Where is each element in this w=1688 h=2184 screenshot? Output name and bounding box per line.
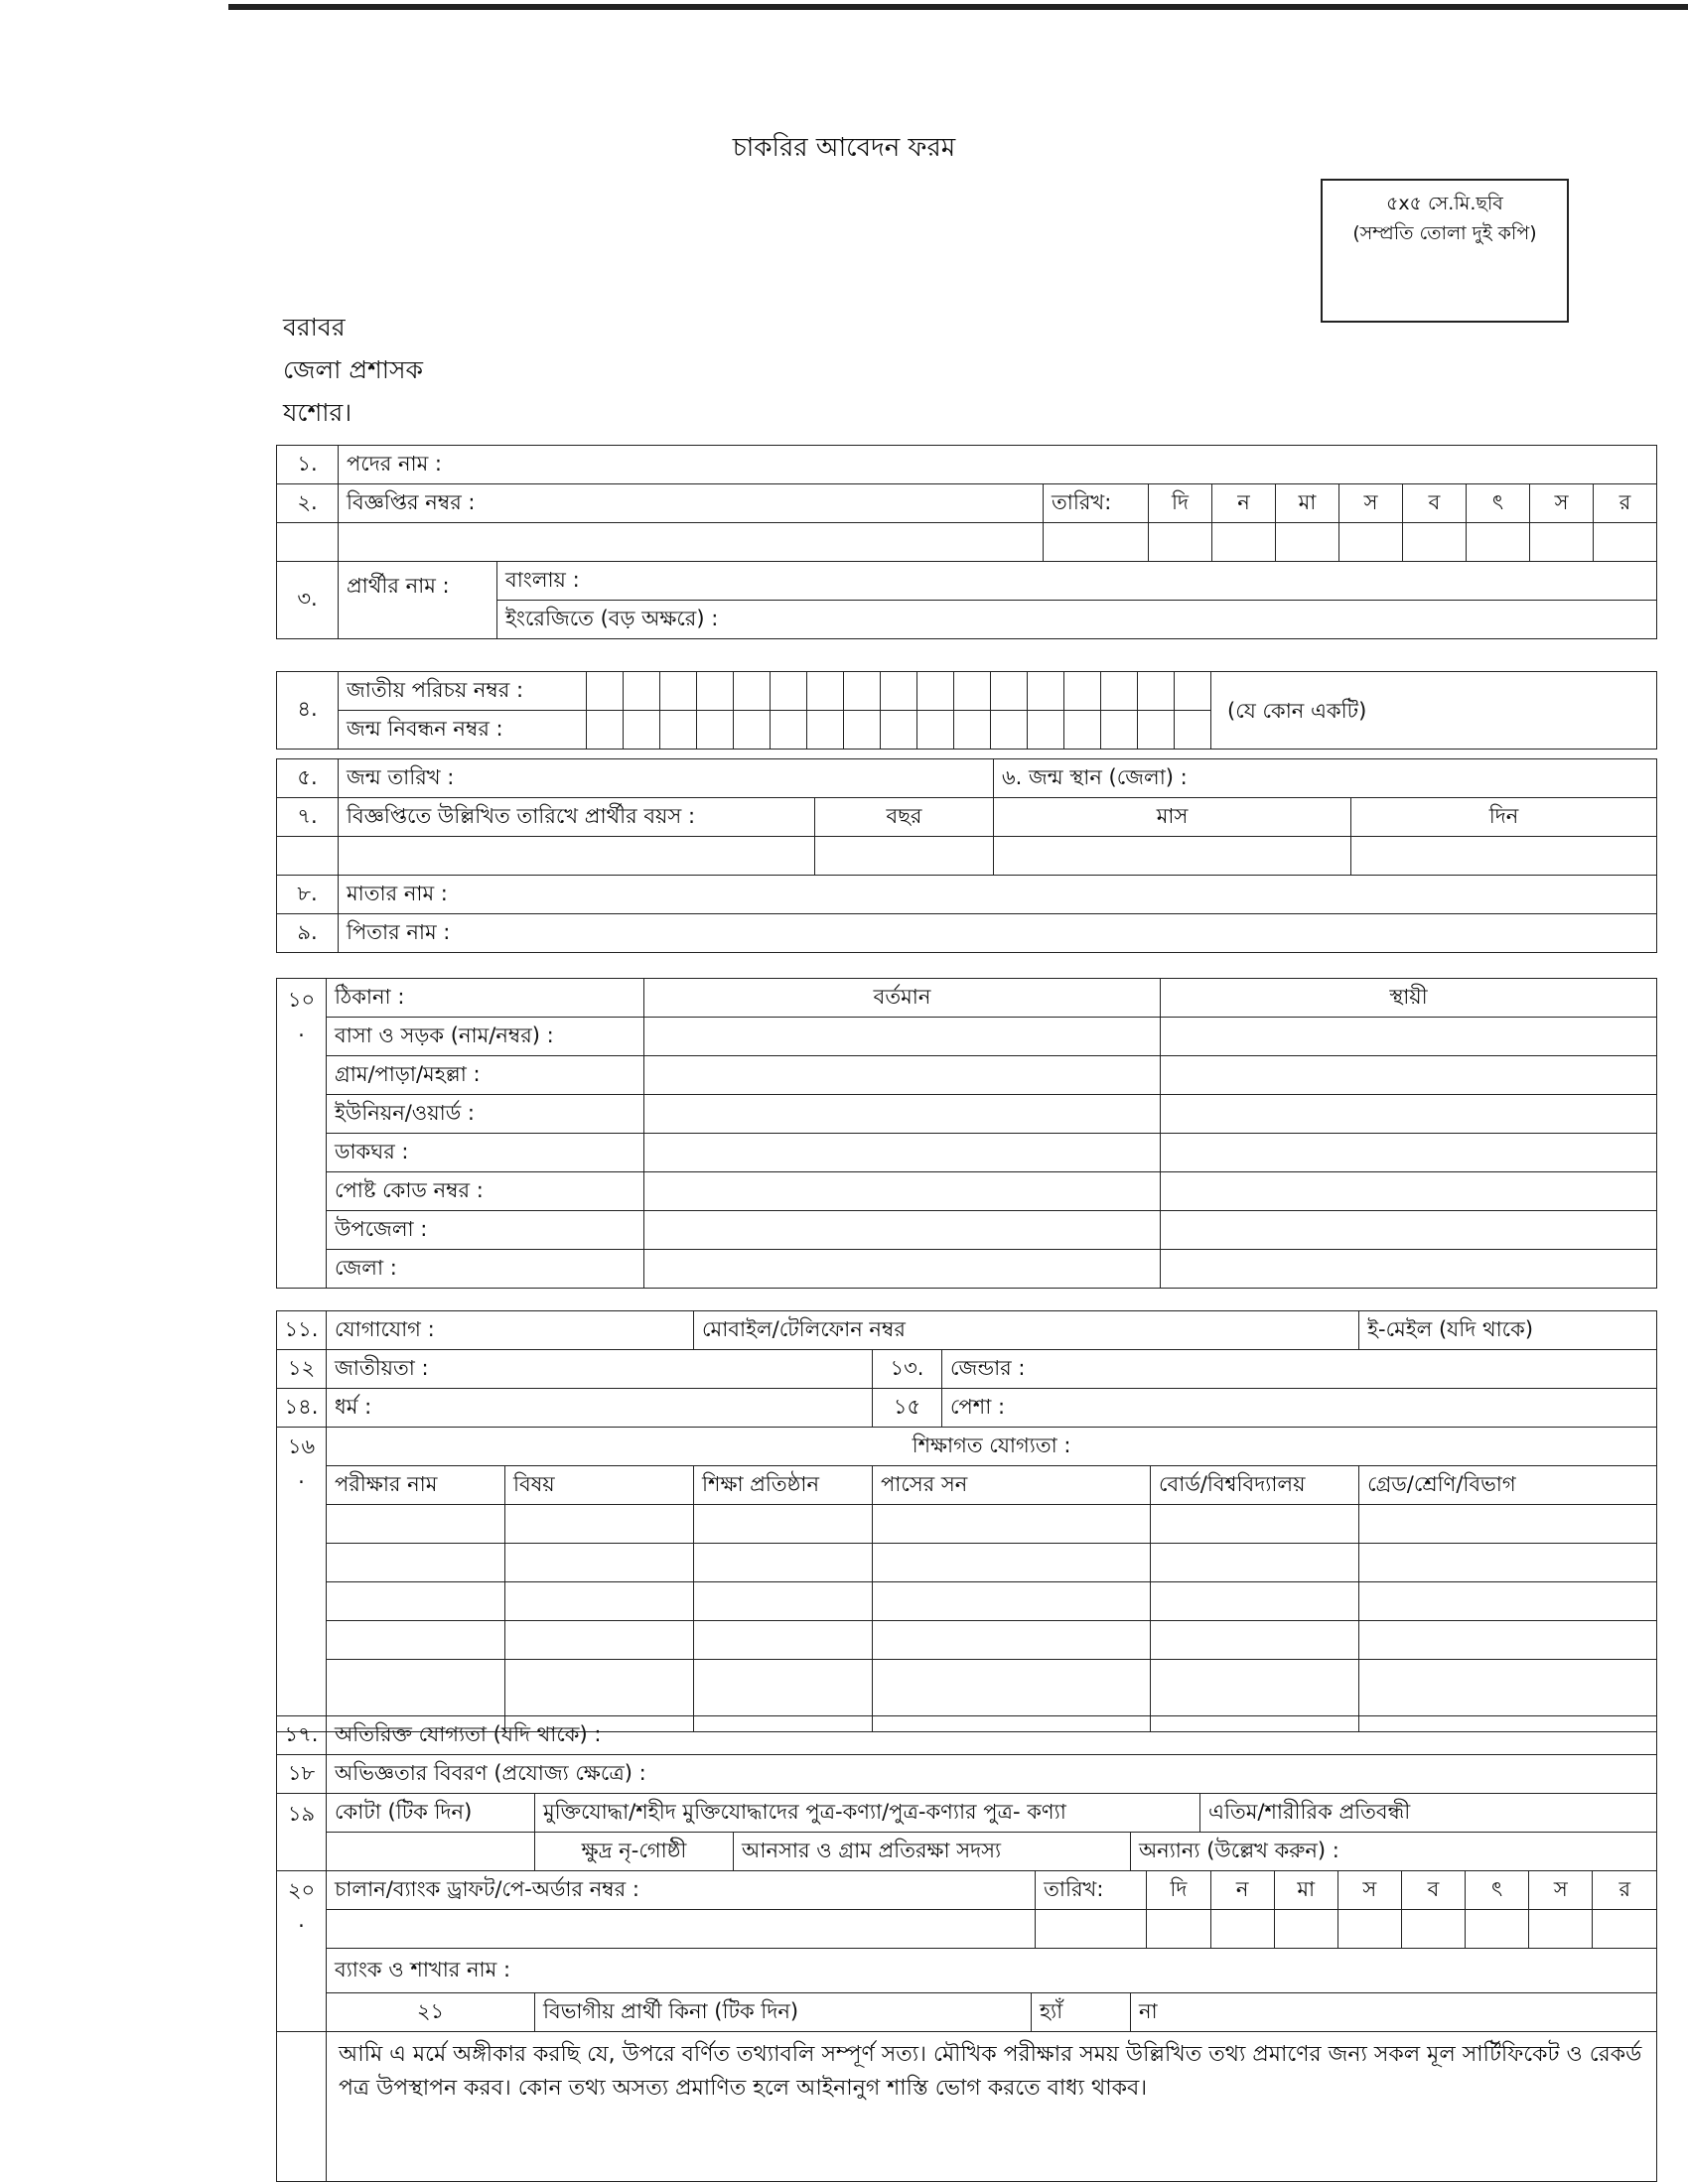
id-digit-box[interactable] xyxy=(771,711,807,750)
date-input-box[interactable] xyxy=(1149,523,1212,562)
present-address-header: বর্তমান xyxy=(644,979,1161,1018)
nid-label: জাতীয় পরিচয় নম্বর : xyxy=(339,672,587,711)
edu-cell[interactable] xyxy=(1151,1621,1359,1660)
address-row-label: বাসা ও সড়ক (নাম/নম্বর) : xyxy=(327,1018,644,1056)
id-digit-box[interactable] xyxy=(844,672,881,711)
addressee-line-1: বরাবর xyxy=(283,313,346,341)
payment-date-blank xyxy=(1036,1910,1147,1949)
edu-cell[interactable] xyxy=(694,1544,873,1582)
permanent-postoffice-field[interactable] xyxy=(1161,1134,1657,1172)
age-year-field[interactable] xyxy=(815,837,994,876)
age-day-label: দিন xyxy=(1351,798,1657,837)
row-number: ৫. xyxy=(277,759,339,798)
edu-header-exam: পরীক্ষার নাম xyxy=(327,1466,505,1505)
date-box-label: দি xyxy=(1149,484,1212,523)
row-number: ১৭. xyxy=(277,1716,327,1755)
id-digit-box[interactable] xyxy=(587,711,624,750)
id-digit-box[interactable] xyxy=(844,711,881,750)
date-input-box[interactable] xyxy=(1467,523,1530,562)
id-digit-box[interactable] xyxy=(771,672,807,711)
email-field[interactable] xyxy=(1359,1311,1657,1350)
date-input-box[interactable] xyxy=(1466,1910,1529,1949)
id-digit-box[interactable] xyxy=(1138,672,1175,711)
religion-label: ধর্ম : xyxy=(335,1394,372,1419)
circular-date-field xyxy=(1044,523,1149,562)
id-digit-box[interactable] xyxy=(1064,711,1101,750)
date-input-box[interactable] xyxy=(1276,523,1339,562)
post-name-label: পদের নাম : xyxy=(347,451,442,476)
date-box-label: র xyxy=(1594,484,1657,523)
photo-note: (সম্প্রতি তোলা দুই কপি) xyxy=(1352,222,1537,244)
date-box-label: দি xyxy=(1147,1871,1210,1910)
post-name-field[interactable] xyxy=(339,446,1657,484)
date-box-label: ব xyxy=(1403,484,1467,523)
id-digit-box[interactable] xyxy=(660,672,697,711)
permanent-postcode-field[interactable] xyxy=(1161,1172,1657,1211)
nationality-field[interactable] xyxy=(327,1350,873,1389)
edu-cell[interactable] xyxy=(694,1621,873,1660)
date-box-label: স xyxy=(1337,1871,1401,1910)
permanent-house-field[interactable] xyxy=(1161,1018,1657,1056)
mother-name-label: মাতার নাম : xyxy=(347,881,448,905)
id-digit-box[interactable] xyxy=(624,672,660,711)
name-bangla-label: বাংলায় : xyxy=(505,567,580,592)
id-digit-box[interactable] xyxy=(1028,672,1064,711)
name-english-field[interactable] xyxy=(497,601,1657,639)
age-day-field[interactable] xyxy=(1351,837,1657,876)
edu-header-board: বোর্ড/বিশ্ববিদ্যালয় xyxy=(1151,1466,1359,1505)
row-number xyxy=(277,979,327,1289)
date-input-box[interactable] xyxy=(1212,523,1276,562)
edu-header-institution: শিক্ষা প্রতিষ্ঠান xyxy=(694,1466,873,1505)
permanent-village-field[interactable] xyxy=(1161,1056,1657,1095)
address-row-label: জেলা : xyxy=(327,1250,644,1289)
edu-cell[interactable] xyxy=(873,1582,1151,1621)
row-number-text: ২০ xyxy=(287,1878,316,1902)
row-number: ১. xyxy=(277,446,339,484)
id-digit-box[interactable] xyxy=(881,672,917,711)
row-number: ১৩. xyxy=(873,1350,942,1389)
email-label: ই-মেইল (যদি থাকে) xyxy=(1367,1316,1534,1341)
permanent-address-header: স্থায়ী xyxy=(1161,979,1657,1018)
contact-label: যোগাযোগ : xyxy=(327,1311,694,1350)
id-digit-box[interactable] xyxy=(1064,672,1101,711)
quota-other-option[interactable]: অন্যান্য (উল্লেখ করুন) : xyxy=(1131,1833,1657,1871)
payment-number-label: চালান/ব্যাংক ড্রাফট/পে-অর্ডার নম্বর : xyxy=(327,1871,1036,1910)
permanent-union-field[interactable] xyxy=(1161,1095,1657,1134)
id-digit-box[interactable] xyxy=(1101,711,1138,750)
extra-qualification-field[interactable] xyxy=(327,1716,1657,1755)
edu-cell[interactable] xyxy=(505,1621,694,1660)
id-digit-box[interactable] xyxy=(954,672,991,711)
edu-header-year: পাসের সন xyxy=(873,1466,1151,1505)
row-number: ৪. xyxy=(277,672,339,750)
row-number: ১৮ xyxy=(277,1755,327,1794)
row-number-dot: . xyxy=(298,1908,305,1932)
row-number-dot: . xyxy=(298,1018,305,1041)
form-rows-1-3 xyxy=(276,445,1657,639)
edu-cell[interactable] xyxy=(873,1621,1151,1660)
edu-cell[interactable] xyxy=(505,1544,694,1582)
payment-inner-table xyxy=(327,1871,1656,1948)
form-title: চাকরির আবেদন ফরম xyxy=(732,133,956,163)
edu-cell[interactable] xyxy=(1359,1505,1657,1544)
row-number: ১৪. xyxy=(277,1389,327,1428)
address-row-label: ইউনিয়ন/ওয়ার্ড : xyxy=(327,1095,644,1134)
edu-cell[interactable] xyxy=(873,1505,1151,1544)
present-house-field[interactable] xyxy=(644,1018,1161,1056)
id-digit-box[interactable] xyxy=(587,672,624,711)
date-input-box[interactable] xyxy=(1594,523,1657,562)
address-label: ঠিকানা : xyxy=(327,979,644,1018)
edu-cell[interactable] xyxy=(1359,1544,1657,1582)
id-digit-box[interactable] xyxy=(734,711,771,750)
present-district-field[interactable] xyxy=(644,1250,1161,1289)
row-number-dot: . xyxy=(298,1464,305,1488)
date-input-box[interactable] xyxy=(1210,1910,1274,1949)
quota-label: কোটা (টিক দিন) xyxy=(327,1794,535,1833)
edu-cell[interactable] xyxy=(1151,1582,1359,1621)
circular-number-label: বিজ্ঞপ্তির নম্বর : xyxy=(339,484,1044,523)
quota-freedom-fighter-option[interactable]: মুক্তিযোদ্ধা/শহীদ মুক্তিযোদ্ধাদের পুত্র-কণ্যা/পুত্র-কণ্যার পুত্র- কণ্যা xyxy=(535,1794,1200,1833)
id-digit-box[interactable] xyxy=(734,672,771,711)
payment-date-label: তারিখ: xyxy=(1036,1871,1147,1910)
row-number: ৯. xyxy=(277,914,339,953)
edu-header-grade: গ্রেড/শ্রেণি/বিভাগ xyxy=(1359,1466,1657,1505)
id-digit-box[interactable] xyxy=(697,672,734,711)
mobile-label: মোবাইল/টেলিফোন নম্বর xyxy=(702,1316,906,1341)
circular-date-label: তারিখ: xyxy=(1044,484,1149,523)
departmental-no-option[interactable]: না xyxy=(1131,1993,1657,2032)
id-digit-box[interactable] xyxy=(917,711,954,750)
birth-date-label: জন্ম তারিখ : xyxy=(347,764,455,789)
scan-edge-line xyxy=(228,4,1688,10)
occupation-field[interactable] xyxy=(942,1389,1657,1428)
present-village-field[interactable] xyxy=(644,1056,1161,1095)
departmental-yes-option[interactable]: হ্যাঁ xyxy=(1032,1993,1131,2032)
edu-cell[interactable] xyxy=(327,1505,505,1544)
row-number: ১৫ xyxy=(873,1389,942,1428)
row-number xyxy=(277,1428,327,1732)
permanent-upazila-field[interactable] xyxy=(1161,1211,1657,1250)
date-box-label: ব xyxy=(1401,1871,1465,1910)
id-digit-box[interactable] xyxy=(807,672,844,711)
age-year-label: বছর xyxy=(815,798,994,837)
edu-row xyxy=(277,1544,1657,1582)
edu-cell[interactable] xyxy=(327,1621,505,1660)
edu-row xyxy=(277,1582,1657,1621)
row-number: ৮. xyxy=(277,876,339,914)
date-box-label: ৎ xyxy=(1467,484,1530,523)
form-rows-11-16 xyxy=(276,1310,1657,1732)
present-upazila-field[interactable] xyxy=(644,1211,1161,1250)
photo-size-label: ৫x৫ সে.মি.ছবি xyxy=(1386,193,1503,214)
nationality-label: জাতীয়তা : xyxy=(335,1355,429,1380)
present-postoffice-field[interactable] xyxy=(644,1134,1161,1172)
quota-ethnic-option[interactable]: ক্ষুদ্র নৃ-গোষ্ঠী xyxy=(535,1833,734,1871)
date-box-label: স xyxy=(1339,484,1403,523)
id-digit-box[interactable] xyxy=(1138,711,1175,750)
addressee-line-2: জেলা প্রশাসক xyxy=(283,355,424,384)
date-box-label: ন xyxy=(1212,484,1276,523)
date-input-box[interactable] xyxy=(1147,1910,1210,1949)
age-blank-cell xyxy=(339,837,815,876)
edu-cell[interactable] xyxy=(505,1505,694,1544)
date-input-box[interactable] xyxy=(1530,523,1594,562)
departmental-label: বিভাগীয় প্রার্থী কিনা (টিক দিন) xyxy=(535,1993,1032,2032)
edu-cell[interactable] xyxy=(327,1582,505,1621)
addressee-block xyxy=(283,306,423,434)
row-number: ৭. xyxy=(277,798,339,837)
id-digit-box[interactable] xyxy=(991,711,1028,750)
row-number-blank xyxy=(277,837,339,876)
quota-blank-cell xyxy=(327,1833,535,1871)
edu-cell[interactable] xyxy=(694,1582,873,1621)
father-name-label: পিতার নাম : xyxy=(347,919,451,944)
mobile-field[interactable] xyxy=(694,1311,1359,1350)
address-row-label: ডাকঘর : xyxy=(327,1134,644,1172)
bank-branch-label: ব্যাংক ও শাখার নাম : xyxy=(335,1957,511,1981)
edu-row xyxy=(277,1505,1657,1544)
date-box-label: ৎ xyxy=(1466,1871,1529,1910)
mother-name-field[interactable] xyxy=(339,876,1657,914)
quota-orphan-option[interactable]: এতিম/শারীরিক প্রতিবন্ধী xyxy=(1200,1794,1657,1833)
edu-cell[interactable] xyxy=(1359,1621,1657,1660)
edu-cell[interactable] xyxy=(1151,1544,1359,1582)
date-box-label: ন xyxy=(1210,1871,1274,1910)
edu-cell[interactable] xyxy=(327,1544,505,1582)
edu-cell[interactable] xyxy=(694,1505,873,1544)
address-row-label: গ্রাম/পাড়া/মহল্লা : xyxy=(327,1056,644,1095)
date-box-label: স xyxy=(1529,1871,1593,1910)
any-one-note: (যে কোন একটি) xyxy=(1211,672,1657,750)
birth-reg-label: জন্ম নিবন্ধন নম্বর : xyxy=(339,711,587,750)
id-digit-box[interactable] xyxy=(991,672,1028,711)
row-number: ১৯ xyxy=(277,1794,327,1871)
form-row-4 xyxy=(276,671,1657,750)
circular-number-field[interactable] xyxy=(339,523,1044,562)
edu-row xyxy=(277,1621,1657,1660)
age-month-field[interactable] xyxy=(994,837,1351,876)
permanent-district-field[interactable] xyxy=(1161,1250,1657,1289)
religion-field[interactable] xyxy=(327,1389,873,1428)
address-row-label: উপজেলা : xyxy=(327,1211,644,1250)
present-postcode-field[interactable] xyxy=(644,1172,1161,1211)
age-label: বিজ্ঞপ্তিতে উল্লিখিত তারিখে প্রার্থীর বয়স : xyxy=(339,798,815,837)
date-box-label: মা xyxy=(1274,1871,1337,1910)
edu-header-subject: বিষয় xyxy=(505,1466,694,1505)
address-table xyxy=(276,978,1657,1289)
experience-field[interactable] xyxy=(327,1755,1657,1794)
date-input-box[interactable] xyxy=(1403,523,1467,562)
date-input-box[interactable] xyxy=(1339,523,1403,562)
row-number: ২. xyxy=(277,484,339,523)
id-digit-box[interactable] xyxy=(807,711,844,750)
age-month-label: মাস xyxy=(994,798,1351,837)
date-box-label: র xyxy=(1593,1871,1656,1910)
row-number: ১২ xyxy=(277,1350,327,1389)
name-english-label: ইংরেজিতে (বড় অক্ষরে) : xyxy=(505,606,719,630)
row-number xyxy=(277,1871,327,2032)
extra-qualification-label: অতিরিক্ত যোগ্যতা (যদি থাকে) : xyxy=(335,1721,602,1746)
id-digit-box[interactable] xyxy=(1028,711,1064,750)
form-rows-17-21 xyxy=(276,1715,1657,2182)
form-rows-5-9 xyxy=(276,758,1657,953)
date-box-label: মা xyxy=(1276,484,1339,523)
id-digit-box[interactable] xyxy=(1175,711,1211,750)
row-number-blank xyxy=(277,2032,327,2182)
name-bangla-field[interactable] xyxy=(497,562,1657,601)
declaration-text: আমি এ মর্মে অঙ্গীকার করছি যে, উপরে বর্ণিত তথ্যাবলি সম্পূর্ণ সত্য। মৌখিক পরীক্ষার সময় উল্লিখিত তথ্য প্রমাণের জন্য সকল মূল সার্টিফিকেট ও রেকর্ড পত্র উপস্থাপন করব। কোন তথ্য অসত্য প্রমাণিত হলে আইনানুগ শাস্তি ভোগ করতে বাধ্য থাকব। xyxy=(327,2032,1657,2182)
date-input-box[interactable] xyxy=(1529,1910,1593,1949)
row-number: ৩. xyxy=(277,562,339,639)
addressee-line-3: যশোর। xyxy=(283,398,352,427)
id-digit-box[interactable] xyxy=(697,711,734,750)
gender-field[interactable] xyxy=(942,1350,1657,1389)
edu-cell[interactable] xyxy=(1151,1505,1359,1544)
edu-cell[interactable] xyxy=(1359,1582,1657,1621)
edu-cell[interactable] xyxy=(873,1544,1151,1582)
row-number-text: ১৬ xyxy=(287,1434,316,1458)
date-input-box[interactable] xyxy=(1593,1910,1656,1949)
occupation-label: পেশা : xyxy=(950,1394,1006,1419)
id-digit-box[interactable] xyxy=(1101,672,1138,711)
id-digit-box[interactable] xyxy=(660,711,697,750)
edu-cell[interactable] xyxy=(505,1582,694,1621)
address-row-label: পোষ্ট কোড নম্বর : xyxy=(327,1172,644,1211)
date-input-box[interactable] xyxy=(1337,1910,1401,1949)
id-digit-box[interactable] xyxy=(917,672,954,711)
payment-row xyxy=(327,1871,1657,1949)
id-digit-box[interactable] xyxy=(954,711,991,750)
birth-date-field[interactable] xyxy=(339,759,994,798)
id-digit-box[interactable] xyxy=(1175,672,1211,711)
id-digit-box[interactable] xyxy=(624,711,660,750)
gender-label: জেন্ডার : xyxy=(950,1355,1026,1380)
birth-place-label: ৬. জন্ম স্থান (জেলা) : xyxy=(1002,764,1188,789)
education-title: শিক্ষাগত যোগ্যতা : xyxy=(327,1428,1657,1466)
row-number-text: ১০ xyxy=(287,988,316,1012)
quota-ansar-option[interactable]: আনসার ও গ্রাম প্রতিরক্ষা সদস্য xyxy=(734,1833,1131,1871)
bank-branch-field[interactable] xyxy=(327,1949,1657,1993)
birth-place-field[interactable] xyxy=(994,759,1657,798)
photo-box xyxy=(1321,179,1569,323)
applicant-name-label: প্রার্থীর নাম : xyxy=(339,562,497,639)
date-input-box[interactable] xyxy=(1274,1910,1337,1949)
row-number: ১১. xyxy=(277,1311,327,1350)
id-digit-box[interactable] xyxy=(881,711,917,750)
father-name-field[interactable] xyxy=(339,914,1657,953)
payment-number-field[interactable] xyxy=(327,1910,1036,1949)
row-number: ২১ xyxy=(327,1993,535,2032)
experience-label: অভিজ্ঞতার বিবরণ (প্রযোজ্য ক্ষেত্রে) : xyxy=(335,1760,646,1785)
date-input-box[interactable] xyxy=(1401,1910,1465,1949)
present-union-field[interactable] xyxy=(644,1095,1161,1134)
date-box-label: স xyxy=(1530,484,1594,523)
row-number-blank xyxy=(277,523,339,562)
